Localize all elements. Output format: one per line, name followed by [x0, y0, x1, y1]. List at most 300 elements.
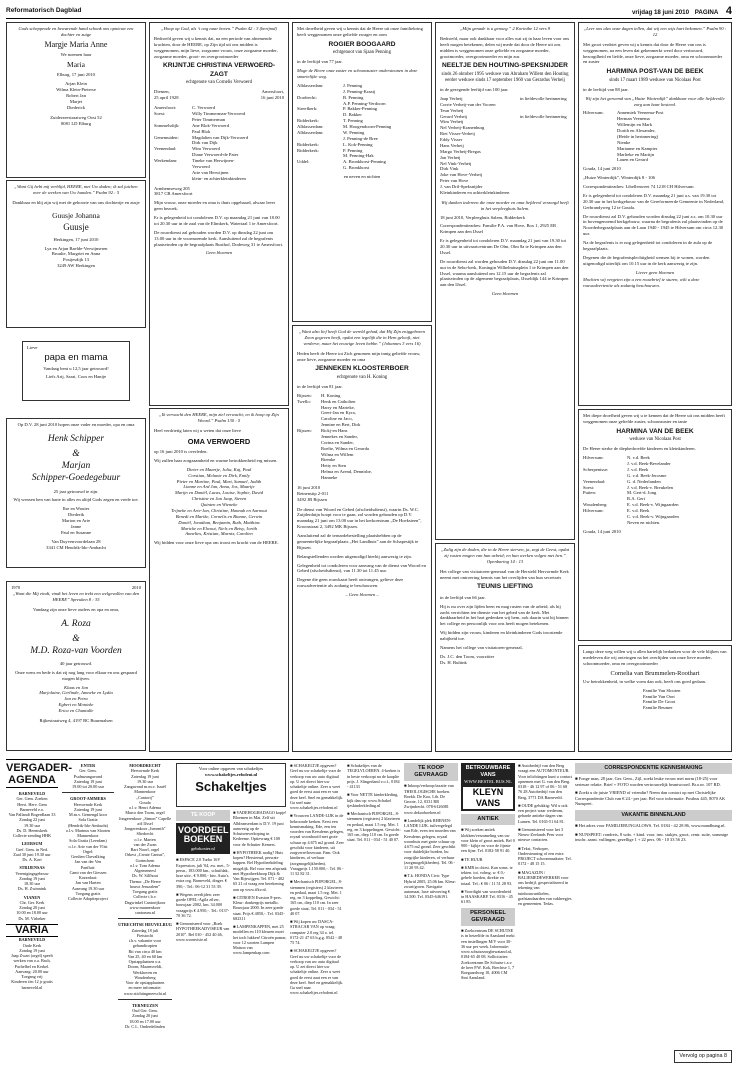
row-place: Eddy Visser [440, 137, 463, 143]
event-line: Zaterdag 19 juni [74, 806, 102, 812]
funeral-info: De rouwdienst zal D.V. gehouden worden dinsdag 22 juni a.s. om 10.30 uur in bovengenoemd kerkgebouw, waarna de begrafenis zal plaatsvinden op de Noorderbegraafplaats aan de Laan 1940 - 1945 te Hilversum om circa 12.30 uur. [583, 213, 724, 237]
event-line: Woudenberg [134, 974, 156, 980]
grandchildren-list [154, 467, 284, 538]
parents: Lya en Arjan Baelde-Verwijmeren [44, 245, 108, 251]
announcement-margje [6, 22, 146, 178]
te-koop-gevraagd-header: TE KOOP GEVRAAGD [404, 763, 458, 781]
row-names: E. v.d. Beek-v. Wijngaarden [627, 502, 679, 508]
grandchild-line: Benedi en Marike, Cornelis en Bianne, Gerwin [175, 513, 263, 519]
row-place: Alblasserdam: [297, 82, 324, 88]
event-line: Ds. W. Silfhout [132, 873, 158, 879]
classified-ad: ■ SCHAKELTJE opgeven? Geef nu uw schakeltje voor de verkoop van uw auto digitaal op. U zet direct hier uw schakeltje online. Zeer u weet goed de eerst aaat een er van deze keel. Snel en gemakkelijk. Ga snel naar www.schakeltjes.refodeni.nl [290, 763, 344, 810]
row-place: Bijssen: [297, 428, 312, 434]
agenda-item [6, 895, 58, 921]
ads-col-6 [404, 763, 458, 1065]
event-line: Collecte t.b.v. [133, 894, 157, 900]
ads-col-8 [518, 763, 572, 1065]
row-names: Paul Blok [192, 128, 211, 134]
event-line: cantorum.nl [134, 910, 156, 915]
event-line: Jongerenkoor „Simon” Capelle a/d IJssel [118, 815, 172, 826]
thanks-brummelen [578, 645, 732, 752]
event-line: bouwt Jeruzalem” [129, 883, 161, 889]
row-names: N. v.d. Beek [627, 455, 650, 461]
classified-ad: ■ Zoekcentrum DE SCHUTSE is in hetzelfde in Aaasland mekt een instellingen M/V voor 30-36 uur per week. Informatie: www.schutsezorgbewatand.nl, 0184-65 40 08. Sollicitaties: Zoekcentrum De Schutse t.a.v. de heer P.W. Kok, Brechtse 1, 7 Boegaardweg 10, 4006 CM Sint Aansland. [461, 928, 515, 981]
thanks: Wij danken iedereen die onze moeder en oma liefdevol verzorgd heeft in het verpleeghuis Salem. [441, 199, 569, 211]
row-place [154, 176, 192, 182]
row-names: klein- en achterkleinkinderen [192, 175, 246, 181]
event-line: Zondag 20 juni [132, 1013, 158, 1019]
voordeel-url: gebrkoster.nl [191, 845, 215, 851]
callname-intro: We noemen haar [60, 51, 92, 57]
voordeel-boeken-logo: VOORDEEL BOEKEN [178, 824, 229, 844]
agenda-col-c [118, 763, 172, 1065]
event-line: Dr. C.L. Onderdelinden [125, 1023, 165, 1029]
varia-list [6, 937, 58, 990]
obituary-intro: Met groot verdriet geven wij u kennis dat door de Heere van ons is weggenomen, na een leven dat gekenmerkt werd door vertrouwd, bezorgdheid en liefde, onze lieve, zorgzame moeder, oma en schoonmoeder en zuster [583, 41, 723, 65]
year-start: 1970 [11, 585, 21, 590]
anniversary-years: 40 jaar getrouwd. [59, 660, 93, 666]
death-date: 16 juni 2010 [260, 95, 284, 101]
row-names: Dorith en Alexander, [617, 128, 656, 134]
row-names: Riemke [321, 457, 336, 463]
obituary-van-de-beek [578, 409, 732, 641]
row-names: Caroline en Jaco, [321, 416, 353, 422]
event-line: Hervormde Kerk [73, 801, 103, 807]
ampersand: & [72, 633, 80, 644]
family-table [583, 455, 727, 526]
address: Zuiderzeestraatweg Oost 52 8081 LD Elburg [50, 114, 102, 126]
obituary-intro: Heel verdrietig laten wij u weten dat onze lieve [154, 427, 241, 433]
event-line: Hervormde Kerk [130, 768, 160, 774]
row-place: Peter van Hove [440, 178, 469, 184]
row-names: G. d. Nederlanden [627, 478, 661, 484]
widow-line: sinds 26 oktober 1995 weduwe van Abraham Willem den Houting eerder weduwe sinds 17 september 1960 van Gerardus Verheij [441, 71, 569, 83]
notice: Degene die geen rouwkaart heeft ontvangen, gelieve deze rouwadvertentie als zodanig te beschouwen. [297, 577, 404, 589]
classified-ad: ■ ESPACE 2.0 Turbo 16V Expression, juli '04, zw. met., 5-persn., 183.000 km., schuifdak, luxe uitv., € 9.800,- btw. Auto's. extra org. Barneveld, dinger. € 390,-. Tel.: 06-12 31 53 39. [176, 857, 230, 889]
row-place: Ridderkerk: [297, 141, 319, 147]
event-line: Marco den Toom, orgel [125, 810, 165, 816]
tribute: Hij is nu over zijn lijden heen en mag rusten van de arbeid, als hij zacht verrichten ten dienste van het gebed van de kerk. Met dankbaarheid in het hart gedenken wij hem, ook daarin wat hij binnen het college en persoonlijk voor ons heeft mogen betekenen. [440, 603, 569, 627]
signature-1: Ds. J.C. den Toom, voorzitter [440, 653, 495, 659]
ad-list [290, 763, 344, 996]
row-names: Hetty en Sten [321, 463, 347, 469]
service-info: De dienst van Woord en Gebed (afscheidsdienst), waarin Ds. W.C. Zuijderduijn hoopt voor te gaan, zal worden gehouden op D.V. maandag 21 juni om 13.00 uur in het kerkcentrum „De Hoeksteen”, Kroonstraat 2, 3492 MK Bijssen. [297, 506, 422, 530]
row-place: Joke van Hove-Verheij [440, 172, 483, 178]
condolence-info: Er is gelegenheid tot condoleren D.V. maandag 21 juni van 19.30 tot 20.30 uur in uitvaartcentrum De Olm, Olm 8a te Krimpen aan den IJssel. [440, 238, 566, 255]
event-line: Sola Gratia (Leerdam) [69, 838, 107, 844]
no-flowers-note: Geen bloemen [491, 291, 519, 297]
grandchild-line: Daniël, Jonathan, Benjamin, Ruth, Matthias [178, 519, 260, 525]
row-place: Dirk Vink [440, 166, 459, 172]
spouse-line: echtgenote van Cornelis Verwoerd [185, 80, 253, 86]
family-table [154, 105, 284, 181]
page-header [6, 4, 732, 19]
voordeel-boeken-ad[interactable] [176, 823, 230, 855]
row-names: J. Penning-de Bree [343, 135, 378, 141]
honoree-2: M.D. Roza-van Voorden [30, 645, 122, 656]
row-names: Tineke van Herwijnen- [192, 158, 235, 163]
verse: „Ik verwacht den HEERE, mijn ziel verwacht; en ik hoop op Zijn Woord.” Psalm 130 : 5 [159, 412, 279, 423]
row-names: P. Bakker-Penning [343, 106, 378, 112]
row-place: Dordrecht: [297, 94, 317, 100]
age-line: in de leeftijd van 88 jaar. [583, 86, 629, 92]
classified-ad: ■ Mechanisch PIJPORGEL, 8-stemmen (registers) 2 klavieren en pedaal, maat 1.5 reg. Met. 1 reg. en 3 koppelingen. Gewicht: 165 cm, diep 110 cm. In goede staat. Tel. 011 - 034 - 51 40 07. [347, 811, 401, 843]
deceased-name: Cornelia van Brummelen-Roothart [610, 669, 700, 677]
row-place: Soest: [154, 111, 166, 116]
honorees: papa en mama [44, 351, 108, 363]
announcement-roza [6, 581, 146, 751]
row-place: Genemuiden: [154, 134, 179, 140]
tribute: Wij zullen haar zorgzaamheid en warme betrokkenheid erg missen. [154, 457, 278, 463]
on-behalf: Namens het college van visitatoren-generaal, [440, 644, 523, 650]
row-place: Wim Verheij [440, 119, 464, 125]
ads-col-7 [461, 763, 515, 1065]
row-names: Annemiek Veenema-Post [617, 110, 664, 116]
row-names: Ane Blok-Verwoerd [192, 122, 230, 128]
verse: „Zalig zijn de doden, die in de Heere sterven, ja, zegt de Geest, opdat zij rusten mogen van hun arbeid; en hun werken volgen met hen.” Openbaring 14 : 13 [440, 547, 570, 564]
row-names: A.P. Penning-Verdoorn [343, 100, 386, 106]
schakeltjes-url[interactable]: www.schakeltjes.refodeni.nl [204, 771, 258, 777]
announcement-guusje [6, 180, 146, 328]
antiek-header: ANTIEK [461, 814, 515, 825]
page-label: PAGINA [694, 9, 719, 16]
ad-list [461, 928, 515, 981]
row-names: H. Koning [321, 392, 341, 398]
classified-ad: ■ KMR in chirst. Kan soms. te tekten. tot. volmg. w. € 0,- gehele hoeden, direkte en totaal. Tel.: € 06 / 11 51 28 93. [461, 864, 513, 886]
row-place: J. van Dril-Speksnijder [440, 184, 483, 190]
birth-place: Diemen, [154, 89, 170, 95]
row-place: Gerard Verheij [440, 113, 468, 119]
row-place: Margo Verheij-Bregas [440, 148, 481, 154]
row-place: Kleinkinderen en achterkleinkinderen [440, 189, 510, 195]
betrouwbare-vans-title: BETROUWBARE VANS [465, 765, 511, 778]
classified-ad: ■ Landelijk plek RHENEN-LANDE LIJK. tuilvergelegd van Ede, even ten noorden van Kersdems gelegen, royaal woonhuis met grote schuur op 4.675 m2 grond. Zeer geschikt voor duidelijke borden, bu zorgrijke kinderen, of verhuur (zorgmogelijkheden). Tel. 06 - 11 20 93 42. [404, 817, 456, 871]
row-names: Dirk van Dijk [192, 140, 218, 146]
child-name: Guusje Johanna [52, 210, 100, 220]
ad-list [575, 776, 732, 807]
anniversary-intro: Vandaag zijn onze lieve ouders en opa en oma, [32, 606, 120, 612]
event-line: Zangavond m.m.v. Israël Mannenkoor [124, 784, 166, 795]
classified-ad: ■ OUDE gelukkig: Wil u ook een project waar wederom, geharde antieke dagen van Lumen. Tel. 0165-51 64 81. [518, 802, 568, 824]
row-place: Scherpenisse: [583, 466, 609, 472]
ad-list [518, 763, 572, 906]
deceased-name: KRIJNTJE CHRISTINA VERWOERD-ZAGT [162, 62, 276, 78]
row-names: Helma en Arend, Dennisbe, [321, 469, 372, 475]
agenda-line: Zondag 22 juni [19, 817, 45, 823]
classified-ad: ■ LAMPENKAPPEN, met 25 modellen en 110 kleuren moet het toch lukken! Citroën pomar, voor 12 soorten Lampen Maison van www.lampenkap.com [233, 924, 287, 956]
address: 16 juni 2010 Reinenstip 2-011 3492 JB Bijssen [297, 484, 329, 502]
dates-row [154, 95, 284, 101]
year-end: 2010 [131, 585, 141, 590]
agenda-line: Zondag 19 juni [19, 875, 45, 881]
burial-info: Aansluitend zal de ternardebestelling plaatshebben op de gemeentelijke begraafplaats „Het Landhuis” aan de Schapestijk te Bijssen. [297, 533, 419, 550]
row-place: Jaap Verheij [440, 95, 463, 101]
classified-ad: ■ T.k. HONDA Civic Type Hybrid 2005, 25.06 km. Kleur: zwart/groen. Navigatie automaat, luxe uitvoering € 14.500. Tel. 0345-646191. [404, 873, 456, 900]
family-row [154, 176, 284, 182]
event-line: Jongerenkoor „Ismenth” Sliedrecht [124, 826, 166, 837]
verse: „Want alzo lief heeft God de wereld gehad, dat Hij Zijn eniggeboren Zoon gegeven heeft, opdat een iegelijk die in Hem gelooft, niet verderve, maar het eeuwige leven hebbe.” (Johannes 3 vers 16) [299, 329, 425, 346]
betrouwbare-vans-ad[interactable] [461, 763, 515, 811]
event-line: barneveld.nl [21, 984, 43, 990]
row-names: Rickj-en Hans [321, 428, 348, 434]
agenda-place: BARNEVELD [18, 791, 46, 797]
ad-list [404, 783, 458, 899]
row-names: C. Verwoerd [192, 105, 216, 111]
grandchild-line: Pieter en Martine, Paul, Mart, Samuel, Judith [176, 478, 262, 484]
classified-ad: ■ Voordighi van woordenheid in HAASKARP. Tel. 0316 - 45 61 85. [461, 888, 513, 905]
event-place: BARNEVELD [18, 937, 46, 943]
row-names: J. Penning [343, 82, 363, 88]
anniversary-years: 25 jaar getrouwd te zijn. [53, 488, 99, 494]
utrecht-event [118, 922, 172, 996]
agenda-line: Ds. A. Kort [22, 857, 42, 863]
classified-ad: ■ MAGAZIJN / BALIEMEDEWERKER voor ons bedrijf, gespecialiseerd in tekening van tuinbouwartikelen, grafstandaarden van vakheegjes en gemeenten. Tedas. [518, 869, 572, 906]
agenda-item [6, 865, 58, 891]
varia-title: VARIA [6, 924, 58, 938]
ad-list [347, 763, 401, 843]
row-names: G. v.d. Beek-Jerosme [627, 472, 667, 478]
row-names: Wim Verwoerd [192, 146, 220, 152]
age-line: in de gezegende leeftijd van 100 jaar. [440, 87, 509, 93]
agenda-place: LEERSUM [21, 841, 43, 847]
row-names: Jennekes en Sander, [321, 433, 358, 439]
event-line: Jaap Zwart (orgel) speelt werken van o.a. Bach, Pachelbel en Kerkel. [11, 953, 53, 969]
row-place [583, 520, 627, 526]
announcement-anniversary-12 [22, 341, 130, 401]
issue-date: vrijdag 18 juni 2010 [631, 9, 690, 16]
family-row [297, 165, 427, 171]
row-names: J. v.d. Beek-v. Breukelen [627, 484, 673, 490]
event-line: o.l.v. Henri Adema [129, 805, 161, 810]
age-line: in de leeftijd van 81 jaar. [297, 383, 343, 389]
address: Armhemseweg 205 3817 CB Amersfoort [154, 185, 193, 197]
deceased-name: TEUNIS LIEFTING [476, 583, 534, 591]
ad-list [176, 857, 230, 942]
row-names: Nienke [617, 139, 631, 145]
condolence-after: Na de begrafenis is er nog gelegenheid tot condoleren in de aula op de begraafplaats. [583, 240, 713, 251]
address: Rijkestraatweg 4, 4197 BC Buurmalsen [39, 717, 113, 723]
family-row [297, 475, 427, 481]
verse: „Want Gij hebt mij verblijd, HEERE, met Uw daden; ik zal juichen over de werken van Uw handen.” Psalm 92 : 5 [14, 184, 138, 195]
event-line: Zaterdag 19 juni [74, 778, 102, 784]
event-line: Voor de opstapplaatsen [125, 980, 165, 985]
thanks-intro: Langs deze weg willen wij u allen hartelijk bedanken voor de vele blijken van medeleven die wij ontvingen na het overlijden van onze lieve moeder, schoonmoeder, oma en overgrootmoeder [583, 649, 727, 666]
birth-date: Elburg, 17 juni 2010 [57, 72, 95, 78]
row-place [297, 165, 343, 171]
event-line: Bart Noorl, orgel [130, 847, 160, 852]
event-line: (Hendrik-Ido-Ambacht) [67, 822, 109, 828]
classified-ad: ■ TE HUUR [461, 856, 483, 862]
row-names: Diane Verwoerd-de Pater [192, 152, 239, 158]
family-row [583, 520, 727, 526]
row-names: Magdalien van Dijk-Verwoerd [192, 134, 249, 140]
wish: De Heere sterke de diepbedroefde kinderen en kleinkinderen. [583, 446, 696, 452]
row-place: Teun Verheij [440, 107, 464, 113]
correspondence-address: Correspondentieadres: Familie P.A. van Hove, Box 1, 2925 ER Krimpen aan den IJssel [440, 223, 557, 235]
classified-ad: ■ Het adres voor FAMILIEBUNGALOWS. Tel. 0184 - 42 28 86, www.mandbung.nl. [575, 822, 726, 828]
greeting: Lieve [27, 345, 38, 350]
row-names: Geert-Jan en Kyra, [321, 410, 356, 416]
prayer: Wij bidden zijn vrouw, kinderen en kleinkinderen Gods troostende nabijheid toe. [440, 630, 563, 642]
row-place: Jan Verheij [440, 154, 461, 160]
row-names: P. Penning [343, 147, 363, 153]
event-line: Gouda [139, 799, 151, 805]
grandchild-line: Trijneke en Arie-Jan, Christine, Hannah en Aarnout [171, 507, 267, 513]
deceased-name: HARMINA VAN DE BEEK [616, 427, 694, 435]
row-names: Corina en Sander, [321, 439, 354, 445]
row-place: Alblasserdam: [297, 124, 324, 130]
event-line: Gerdien Chevalking [71, 854, 105, 859]
row-names: M. Gert-d. Jong [627, 490, 657, 496]
groot-ammers-event [62, 796, 114, 901]
event-line: o.l.v. Arie van der Vlist [68, 843, 108, 849]
row-names: J. Penning-Kraaij [343, 88, 376, 94]
row-place: Bijssen: [297, 392, 312, 398]
event-line: Orkest „Create Cantus”, Gorinchem [124, 852, 166, 863]
continued-link[interactable]: Vervolg op pagina 8 [674, 1050, 732, 1063]
row-names: Neven en nichten. [627, 519, 661, 525]
agenda-line: Ds. M. Visbeker [18, 915, 46, 921]
row-names: Marianne en Kampier [617, 145, 658, 151]
deceased-name: HARMINA POST-VAN DE BEEK [606, 68, 704, 76]
thanks: Wij zijn het geroemd van „Huize Winterdijk” dankbaar voor alle liefdevolle zorg aan haar besteed. [585, 95, 725, 107]
event-line: van der Zwan [133, 841, 157, 847]
event-line: Opstapplaatsen o.a. [128, 959, 162, 964]
classified-ad: ■ VADEHOGHADAGO kopje! Bloemen in Mai. Zelf uit Albleanserdam is D.V. 19 juni aanwezig op de Schutsenverkoping in Kedeeme. Optievraag € 100 voor de Schutter Kemers. [233, 810, 287, 847]
event-line: Collecte Adoptieproject [68, 896, 108, 901]
classified-ad: ■ Schakeltjes van de TEGELVLOEREN. 4-kerken is in beste verkoopt na de kaaplie prijs. J. Slingerland v.o.f., 0184 - 41133 [347, 763, 401, 789]
classified-ad: ■ Autobedrijf van den Berg vraagt een AUTOMONTEUR. Voor inlichtingen kunt u contact opnemen met G. van den Berg. 0318 - 46 12 97 of 06 - 51 68 76 28 Autobedrijf van den Berg, 3771 DA Barneveld. [518, 763, 572, 800]
family-table [297, 393, 427, 481]
agenda-place: VIANEN [23, 894, 41, 900]
row-place [297, 475, 321, 481]
row-names: G. Bronkhorst [343, 165, 370, 171]
agenda-line: 10.00 en 18.00 uur [16, 910, 48, 916]
event-line: Orgel: [82, 848, 94, 854]
classified-ad: ■ Inkoop/verkoop/taxatie van THEOLOGISCHE boeken. Boekh. De Koo, Lth. De Groote, 12, 0331 RR Zwijndrecht. 078-6126081 www.dekooboeken.nl [404, 783, 454, 815]
child-callname: Guusje [63, 222, 89, 233]
obituary-intro: Bedroefd geven wij u kennis dat, na een periode van afnemende krachten, door de HEERE, op Zijn tijd uit ons midden is weggenomen, mijn lieve, zorgzame vrouw, onze zorgzame moeder, zorgzame moeder, groot- en overgrootmoeder [154, 35, 278, 59]
correspondence-address: Correspondentieadres: Libellenweet 74 1218 CH Hilversum [583, 184, 694, 190]
event-line: Zondag 19 juni [19, 947, 45, 953]
row-place: Hans Verheij [440, 142, 464, 148]
row-names: in liefdevolle herinnering [520, 95, 567, 101]
age-line: in de leeftijd van 77 jaar. [297, 59, 343, 65]
agenda-line: Collecte zending HHK [12, 833, 52, 839]
address: Postjesdijk 13 3249 AW Herkingen [57, 257, 95, 269]
grandchild-line: Corstian, Melanie en Dirk, Emily [188, 472, 250, 478]
agenda-title: VERGADER-AGENDA [6, 763, 58, 788]
event-line: Cami van der Giessen [69, 869, 107, 875]
family-table [297, 83, 427, 171]
classified-ad: ■ Wegens overlijden: zeer goede OPEL-Agila zilver, bouwjaar 2002, km. 34.000 vraagprijs € 4.950,-. Tel.: 0137-70 36 72. [176, 891, 230, 918]
row-names: Wilma en Willem [321, 451, 354, 457]
row-place: Veenendaal: [154, 146, 177, 152]
birth-date: Herkingen, 17 juni 2010 [53, 236, 99, 242]
obituary-intro: Het college van visitatoren-generaal van de Hersteld Hervormde Kerk neemt met ontroering kennis van het overlijden van hun secretaris [440, 568, 569, 580]
date-place: 18 juni 2010, Verpleeghuis Salem, Ridderkerk [440, 214, 526, 220]
condolence-info: Er is gelegenheid tot condoleren D.V. op maandag 21 juni van 18.00 tot 20.30 uur in de zaal van de Elimkerk, Watertaal 1 te Amersfoort. [154, 215, 280, 226]
grandchild-line: Christine en Jan Jaap, Steven [191, 496, 247, 502]
classified-ad: ■ Voor NETTE kinderkleding, kijk dan op: www.Schakel tjeskinderkleding.nl [347, 792, 399, 808]
row-names: R.A. Gert [627, 496, 645, 502]
event-line: o.l.v. Marinus van Slooten [65, 827, 111, 833]
agenda-line: Herst. Herv. Gem [17, 801, 47, 807]
ad-list [575, 823, 732, 843]
ads-col-9 [575, 763, 732, 1065]
row-place: Twello: [297, 398, 311, 404]
death-date: op 16 juni 2010 is overleden. [154, 449, 208, 455]
row-names: Willy Timmerman-Verwoerd [192, 111, 246, 116]
care-home: „Huize Winterdijk”, Winterdijk 8 - 106 [583, 175, 655, 181]
anniversary-text: Vandaag bent u 12,5 jaar getrouwd! [43, 366, 109, 372]
ad-list [461, 827, 515, 904]
row-place: Woudenberg: [583, 502, 608, 508]
event-place: MOORDRECHT [129, 763, 161, 768]
row-place: Riet Visser-Verheij [440, 131, 475, 137]
attendance-info: Degenen die de begrafenisplechtigheid wensen bij te wonen, worden uitgenodigd uiterlijk om 10.15 uur in de kerk aanwezig te zijn. [583, 254, 710, 266]
address: Van Duyvenvoordelaan 28 3341 CM Hendrik-Ido-Ambacht [46, 538, 106, 550]
row-names: B. Penning [343, 94, 364, 100]
classified-ad: ■ Zoekt u de juiste VRIEND of vriendin? Neem dan contact op met Christelijke Correspondentie Club van € 24.- per jaar. Bel voor informatie. Postbus 445, 8070 AK Nunspeet. [575, 790, 726, 807]
agenda-line: Ger. Gem. Zoeken [16, 796, 48, 802]
row-place: Werkendam: [154, 158, 178, 163]
row-names: D. Bakker [343, 112, 362, 118]
family-table [440, 96, 570, 196]
deceased-name: JENNEKEN KLOOSTERBOER [315, 365, 409, 373]
event-line: M.m.v. Gemengd koor [69, 812, 107, 817]
row-place: Hilversum: [583, 455, 604, 461]
row-names: Marlieke en Martijn [617, 151, 654, 157]
classified-ad: ■ Mechanisch PIJPORGEL, 8-stemmen (registers) 2 klavieren en pedaal, maat 1.5 reg. Met. 1 reg. en 3 koppeling. Gewicht: 165 cm, diep 110 cm. In zeer goede staat. Tel. 011 - 034 - 51 40 07. [290, 879, 343, 916]
verse: „Want die Mij eindt, vindt het leven en trekt een welgevallen van den HEERE” Spreuken 8 : 35 [12, 590, 140, 602]
classified-ad: ■ SCHAKELTJE opgeven? Geef nu uw schakeltje voor de verkoop van uw auto digitaal op. U zet direct hier uw schakeltje online. Zeer u weet goed de eerst aaat een er van deze keel. Snel en gemakkelijk. Ga snel naar www.schakeltjes.refodeni.nl [290, 948, 344, 996]
row-names: Harry en Marieke, [321, 404, 355, 410]
agenda-line: Chr. Ger. Kerk [19, 899, 45, 905]
notice: Mochten wij vergeten zijn u een rouwbrief te sturen, wilt u deze rouwadvertentie als zodanig beschouwen. [583, 277, 700, 289]
obituary-oma-verwoerd [149, 408, 289, 752]
viewing-info: Mijn vrouw, onze moeder en oma is thuis opgebaard, alwaar leeer geen bezoek. [154, 200, 276, 212]
widow-line: weduwe van Nicolaas Post [629, 437, 681, 443]
moordrecht-event [118, 763, 172, 915]
ads-col-5 [347, 763, 401, 1065]
agenda-line: 18.30 uur [23, 881, 41, 887]
row-names: J. v.d. Beek [627, 466, 649, 472]
row-place: Putten: [583, 490, 597, 496]
deceased-name: ROGIER BOOGAARD [328, 40, 396, 48]
obituary-verwoerd-zagt [149, 22, 289, 406]
schakeltjes-banner [176, 763, 286, 807]
child-name: Margje Maria Anne [44, 39, 108, 49]
row-names: Roelie, Wilma en Gerarda [321, 445, 369, 451]
nephews-line: en neven en nichten [343, 174, 381, 180]
obituary-intro: Met diepe droefheid geven wij u te kennen dat de Heere uit ons midden heeft weggenomen onze geliefde zuster, schoonzuster en tante [583, 413, 725, 424]
terneuzen-event [118, 1003, 172, 1029]
event-line: Jan van Harten [75, 880, 101, 886]
event-line: Aanvang 19.30 uur [71, 885, 105, 891]
row-names: E. v.d. Beek [627, 508, 650, 514]
signatures: Liefs Arij, Sarai, Coos en Hanije [45, 373, 107, 379]
row-place: Veenendaal: [583, 478, 606, 484]
wish: Moge de Heere onze zuster en schoonzuster ondersteunen in deze smartelijke weg. [297, 68, 418, 80]
row-names: (Heide in herinnering) [617, 133, 659, 139]
event-line: „Cantorij” [136, 794, 154, 800]
child-callname: Maria [67, 59, 85, 69]
condolence-info: Gelegenheid tot condoleren voor aanvang van de dienst van Woord en Gebed (afscheidsdienst), van 11.30 tot 11.45 uur. [297, 562, 426, 574]
verse: „Leer ons alzo onze dagen tellen, dat wij een wijs hart bekomen.” Psalm 90 : 12 [583, 26, 727, 37]
obituary-boogaard [292, 22, 432, 322]
event-line: Zaterdag 18 juli [131, 927, 159, 933]
